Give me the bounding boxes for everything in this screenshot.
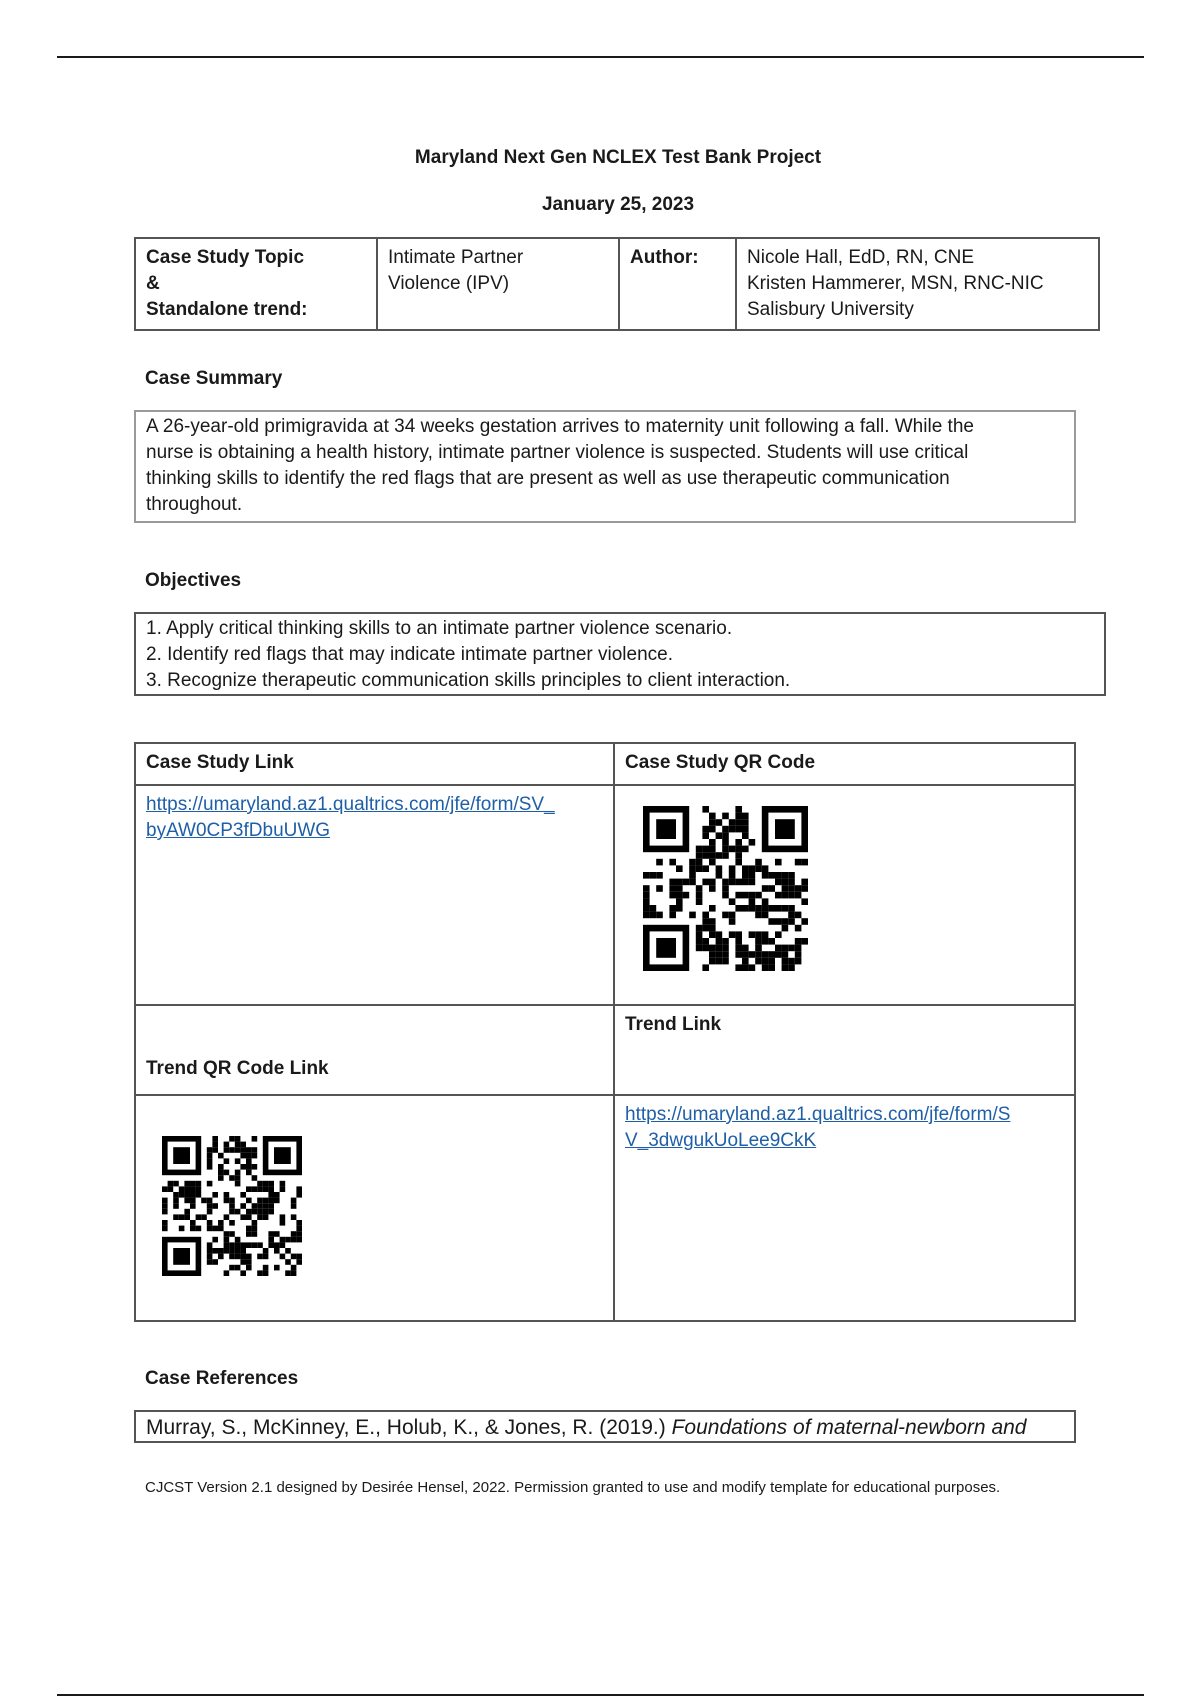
reference-title: Foundations of maternal-newborn and <box>671 1416 1027 1439</box>
case-summary-line: A 26-year-old primigravida at 34 weeks gestation arrives to maternity unit following a fall. While the <box>146 416 974 437</box>
objective-item: 1. Apply critical thinking skills to an intimate partner violence scenario. <box>146 618 733 639</box>
topic-label-cell <box>135 238 377 330</box>
case-references-heading: Case References <box>145 1368 299 1389</box>
trend-link-cell <box>614 1095 1075 1321</box>
author-line: Kristen Hammerer, MSN, RNC-NIC <box>747 273 1044 294</box>
trend-qr-label: Trend QR Code Link <box>135 1005 614 1095</box>
trend-link[interactable]: V_3dwgukUoLee9CkK <box>625 1130 817 1151</box>
author-value-cell <box>736 238 1099 330</box>
objectives-box <box>134 612 1106 696</box>
case-study-link[interactable]: https://umaryland.az1.qualtrics.com/jfe/form/SV_ <box>146 794 555 815</box>
case-summary-line: nurse is obtaining a health history, intimate partner violence is suspected. Students will use critical <box>146 442 969 463</box>
author-line: Salisbury University <box>747 299 914 320</box>
page-title: Maryland Next Gen NCLEX Test Bank Project <box>414 147 822 168</box>
info-table <box>134 237 1100 331</box>
trend-link[interactable]: https://umaryland.az1.qualtrics.com/jfe/form/S <box>625 1104 1011 1125</box>
topic-label-line: Case Study Topic <box>146 247 305 268</box>
case-summary-heading: Case Summary <box>145 368 283 389</box>
objective-item: 3. Recognize therapeutic communication skills principles to client interaction. <box>146 670 791 691</box>
topic-value-line: Violence (IPV) <box>388 273 510 294</box>
case-summary-line: throughout. <box>146 494 243 515</box>
case-study-link-cell <box>135 785 614 1005</box>
topic-label-line: & <box>146 273 160 294</box>
trend-link-label: Trend Link <box>614 1005 1075 1095</box>
top-rule <box>57 56 1144 58</box>
objective-item: 2. Identify red flags that may indicate intimate partner violence. <box>146 644 673 665</box>
bottom-rule <box>57 1694 1144 1696</box>
page-date: January 25, 2023 <box>541 194 695 215</box>
topic-value-cell <box>377 238 619 330</box>
topic-value-line: Intimate Partner <box>388 247 524 268</box>
case-study-link[interactable]: byAW0CP3fDbuUWG <box>146 820 331 841</box>
trend-qr-code[interactable] <box>162 1136 302 1276</box>
footer-note: CJCST Version 2.1 designed by Desirée Hensel, 2022. Permission granted to use and modify template for educational purposes. <box>145 1479 1001 1496</box>
author-label: Author: <box>619 238 736 330</box>
topic-label-line: Standalone trend: <box>146 299 308 320</box>
case-study-qr-label: Case Study QR Code <box>614 743 1075 785</box>
case-summary-line: thinking skills to identify the red flags that are present as well as use therapeutic communication <box>146 468 950 489</box>
case-study-qr-code[interactable] <box>643 806 808 971</box>
reference-text: Murray, S., McKinney, E., Holub, K., & Jones, R. (2019.) <box>146 1416 672 1439</box>
author-line: Nicole Hall, EdD, RN, CNE <box>747 247 974 268</box>
case-references-box <box>134 1410 1076 1443</box>
case-study-link-label: Case Study Link <box>135 743 614 785</box>
objectives-heading: Objectives <box>145 570 242 591</box>
case-summary-box <box>134 410 1076 523</box>
